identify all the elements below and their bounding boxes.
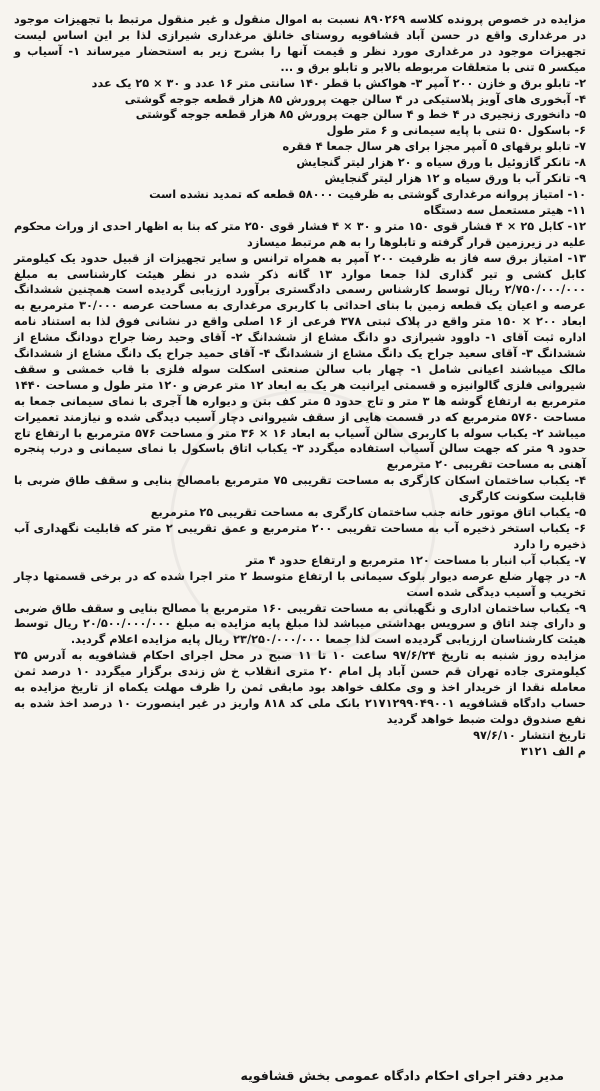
- list-item: ۷- تابلو برقهای ۵ آمپر مجزا برای هر سال جمعا ۴ فقره: [282, 140, 586, 154]
- list-item: ۱۰- امتیاز پروانه مرغداری گوشتی به ظرفیت ۵۸۰۰۰ قطعه که تمدید نشده است: [149, 187, 586, 201]
- list-item: ۱۳- امتیاز برق سه فاز به ظرفیت ۲۰۰ آمپر به همراه ترانس و سایر تجهیزات از قبیل حدود یک کیلومتر کابل کشی و تیر گذاری لذا جمعا موارد ۱۳ گانه ذکر شده در نظر هیئت کارشناسی به مبلغ ۲/۷۵۰/۰۰۰/۰۰۰ ریال توسط کارشناس رسمی دادگستری برآورد ارزیابی گردیده است همچنین ششدانگ عرصه و اعیان یک قطعه زمین با بنای احداثی با کاربری مرغداری به مساحت عرصه ۳۰/۰۰۰ مترمربع به ابعاد ۲۰۰ × ۱۵۰ متر واقع در پلاک ثبتی ۳۷۸ فرعی از ۱۶ اصلی واقع در نشانی فوق لذا به استناد نامه اداره ثبت آقای ۱- داوود شیرازی دو دانگ مشاع از ششدانگ ۲- آقای وحید رضا جراح دودانگ مشاع از ششدانگ ۳- آقای سعید جراح یک دانگ مشاع از ششدانگ ۴- آقای حمید جراح یک دانگ مشاع از ششدانگ مالک میباشند اعیانی شامل ۱- چهار باب سالن صنعتی اسکلت سوله فلزی با قاب خمشی و سقف شیروانی فلزی گالوانیزه و قسمتی ایرانیت هر یک به ابعاد ۱۲ متر عرض و ۱۲۰ متر طول و مساحت ۱۴۴۰ مترمربع به ارتفاع گوشه ها ۳ متر و تاج حدود ۵ متر کف بتن و دیواره ها آجری با نمای سیمانی جمعا به مساحت ۵۷۶۰ مترمربع که در قسمت هایی از سقف شیروانی دچار آسیب دیدگی شده و نیازمند تعمیرات میباشد ۲- یکباب سوله با کاربری سالن آسیاب به ابعاد ۱۶ × ۳۶ متر و مساحت ۵۷۶ مترمربع با ارتفاع تاج حدود ۹ متر که جهت سالن آسیاب استفاده میگردد ۳- یکباب اتاق باسکول با نمای سیمانی و درب پنجره آهنی به مساحت تقریبی ۲۰ مترمربع: [14, 251, 587, 472]
- list-item: ۵- یکباب اتاق موتور خانه جنب ساختمان کارگری به مساحت تقریبی ۲۵ مترمربع: [150, 506, 586, 520]
- list-item: ۱۱- هیتر مستعمل سه دستگاه: [423, 203, 586, 217]
- publish-date: تاریخ انتشار ۹۷/۶/۱۰: [473, 728, 586, 742]
- list-item: ۶- باسکول ۵۰ تنی با پایه سیمانی و ۶ متر طول: [326, 124, 586, 138]
- signature-line: مدیر دفتر اجرای احکام دادگاه عمومی بخش قشافویه: [240, 1068, 564, 1083]
- notice-closing: مزایده روز شنبه به تاریخ ۹۷/۶/۲۴ ساعت ۱۰ تا ۱۱ صبح در محل اجرای احکام قشافویه به آدرس ۳۵ کیلومتری جاده تهران قم حسن آباد پل امام ۲۰ متری انقلاب خ ش زندی برگزار میگردد ۱۰ درصد ثمن معامله نقدا از خریدار اخذ و وی مکلف خواهد بود مابقی ثمن را ظرف مهلت یکماه از تاریخ مزایده به حساب دادگاه قشافویه ۲۱۷۱۲۹۹۰۴۹۰۰۱ بانک ملی کد ۸۱۸ واریز در غیر اینصورت ۱۰ درصد اخذ شده به نفع صندوق دولت ضبط خواهد گردید: [14, 649, 587, 726]
- reference-number: م الف ۳۱۲۱: [520, 744, 586, 758]
- list-item: ۹- یکباب ساختمان اداری و نگهبانی به مساحت تقریبی ۱۶۰ مترمربع با مصالح بنایی و سقف طاق ضربی و دارای چند اتاق و سرویس بهداشتی میباشد لذا مبلغ پایه مزایده به مبلغ ۲۰/۵۰۰/۰۰۰/۰۰۰ ریال توسط هیئت کارشناسان ارزیابی گردیده است لذا جمعا ۲۳/۲۵۰/۰۰۰/۰۰۰ ریال پایه مزایده اعلام گردید.: [14, 601, 586, 647]
- notice-intro: مزایده در خصوص پرونده کلاسه ۸۹۰۲۶۹ نسبت به اموال منقول و غیر منقول مرتبط با تجهیزات موجود در مرغداری واقع در حسن آباد قشافویه روستای خانلق مرغداری شیرازی لذا بر این اساس لیست تجهیزات موجود در مرغداری مورد نظر و قیمت آنها را بشرح زیر به استحضار میرساند ۱- آسیاب و میکسر ۵ تنی با متعلقات مربوطه بالابر و تابلو برق و ...: [14, 13, 587, 74]
- list-item: ۵- دانخوری زنجیری در ۴ خط و ۴ سالن جهت پرورش ۸۵ هزار قطعه جوجه گوشتی: [135, 108, 586, 122]
- items-list: [14, 76, 586, 649]
- list-item: ۷- یکباب آب انبار با مساحت ۱۲۰ مترمربع و ارتفاع حدود ۴ متر: [246, 553, 586, 567]
- list-item: ۹- تانکر آب با ورق سیاه و ۱۲ هزار لیتر گنجایش: [324, 172, 586, 186]
- list-item: ۶- یکباب استخر ذخیره آب به مساحت تقریبی ۲۰۰ مترمربع و عمق تقریبی ۲ متر که قابلیت نگهداری آب ذخیره را دارد: [14, 522, 586, 551]
- list-item: ۸- در چهار ضلع عرصه دیوار بلوک سیمانی با ارتفاع متوسط ۲ متر اجرا شده که در برخی قسمتها دچار تخریب و آسیب دیدگی شده است: [14, 569, 586, 599]
- auction-notice: [14, 12, 586, 760]
- list-item: ۱۲- کابل ۲۵ × ۴ فشار قوی ۱۵۰ متر و ۳۰ × ۴ فشار قوی ۲۵۰ متر که بنا به اظهار احدی از وراث محکوم علیه در زیرزمین قرار گرفته و تابلوها را به هم مرتبط میسازد: [14, 219, 586, 249]
- list-item: ۸- تانکر گازوئیل با ورق سیاه و ۲۰ هزار لیتر گنجایش: [296, 156, 586, 170]
- list-item: ۴- آبخوری های آویز پلاستیکی در ۴ سالن جهت پرورش ۸۵ هزار قطعه جوجه گوشتی: [124, 92, 586, 106]
- list-item: ۴- یکباب ساختمان اسکان کارگری به مساحت تقریبی ۷۵ مترمربع بامصالح بنایی و سقف طاق ضربی با قابلیت سکونت کارگری: [14, 474, 586, 504]
- list-item: ۲- تابلو برق و خازن ۲۰۰ آمپر ۳- هواکش با قطر ۱۴۰ سانتی متر ۱۶ عدد و ۳۰ × ۲۵ یک عدد: [91, 76, 586, 90]
